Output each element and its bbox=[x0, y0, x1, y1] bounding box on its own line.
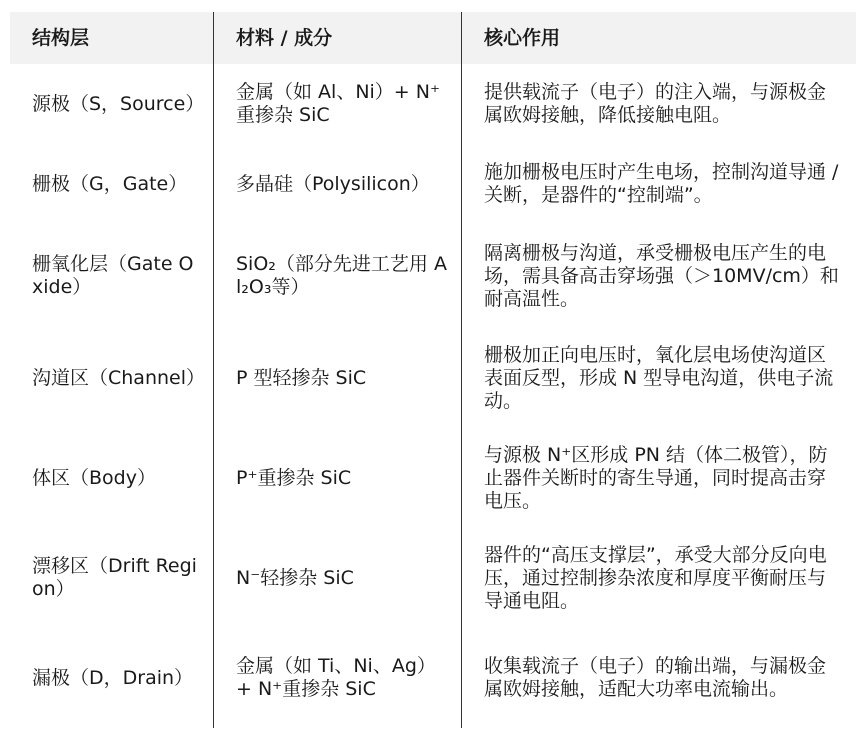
layer-name: 漂移区（Drift Region） bbox=[32, 555, 197, 600]
table-row bbox=[10, 224, 856, 328]
table-row bbox=[10, 64, 856, 144]
role-text: 隔离栅极与沟道，承受栅极电压产生的电场，需具备高击穿场强（＞10MV/cm）和耐高温性。 bbox=[484, 241, 839, 310]
table-row bbox=[10, 428, 856, 528]
layer-name: 栅极（G，Gate） bbox=[32, 172, 188, 195]
layer-name: 沟道区（Channel） bbox=[32, 366, 206, 389]
layer-name: 漏极（D，Drain） bbox=[32, 666, 194, 689]
table-row bbox=[10, 328, 856, 428]
header-layer: 结构层 bbox=[32, 26, 90, 49]
table-row bbox=[10, 528, 856, 628]
role-text: 施加栅极电压时产生电场，控制沟道导通 / 关断，是器件的“控制端”。 bbox=[484, 161, 839, 206]
role-text: 提供载流子（电子）的注入端，与源极金属欧姆接触，降低接触电阻。 bbox=[484, 81, 827, 126]
header-role: 核心作用 bbox=[461, 12, 856, 64]
material-text: 金属（如 Ti、Ni、Ag）+ N⁺重掺杂 SiC bbox=[236, 655, 436, 700]
material-text: N⁻轻掺杂 SiC bbox=[236, 566, 354, 589]
table-header bbox=[10, 12, 856, 64]
table-row bbox=[10, 628, 856, 728]
layer-name: 栅氧化层（Gate Oxide） bbox=[32, 253, 194, 298]
role-text: 栅极加正向电压时，氧化层电场使沟道区表面反型，形成 N 型导电沟道，供电子流动。 bbox=[484, 343, 834, 412]
material-text: P⁺重掺杂 SiC bbox=[236, 466, 352, 489]
layer-name: 体区（Body） bbox=[32, 466, 156, 489]
role-text: 收集载流子（电子）的输出端，与漏极金属欧姆接触，适配大功率电流输出。 bbox=[484, 655, 827, 700]
role-text: 与源极 N⁺区形成 PN 结（体二极管），防止器件关断时的寄生导通，同时提高击穿电压。 bbox=[484, 443, 828, 512]
material-text: 金属（如 Al、Ni）+ N⁺重掺杂 SiC bbox=[236, 81, 441, 126]
table-row bbox=[10, 144, 856, 224]
role-text: 器件的“高压支撑层”，承受大部分反向电压，通过控制掺杂浓度和厚度平衡耐压与导通电阻。 bbox=[484, 543, 827, 612]
layer-name: 源极（S，Source） bbox=[32, 92, 205, 115]
header-material: 材料 / 成分 bbox=[213, 12, 461, 64]
material-text: P 型轻掺杂 SiC bbox=[236, 366, 367, 389]
material-text: 多晶硅（Polysilicon） bbox=[236, 172, 430, 195]
material-text: SiO₂（部分先进工艺用 Al₂O₃等） bbox=[236, 253, 447, 298]
structure-table bbox=[10, 12, 856, 728]
